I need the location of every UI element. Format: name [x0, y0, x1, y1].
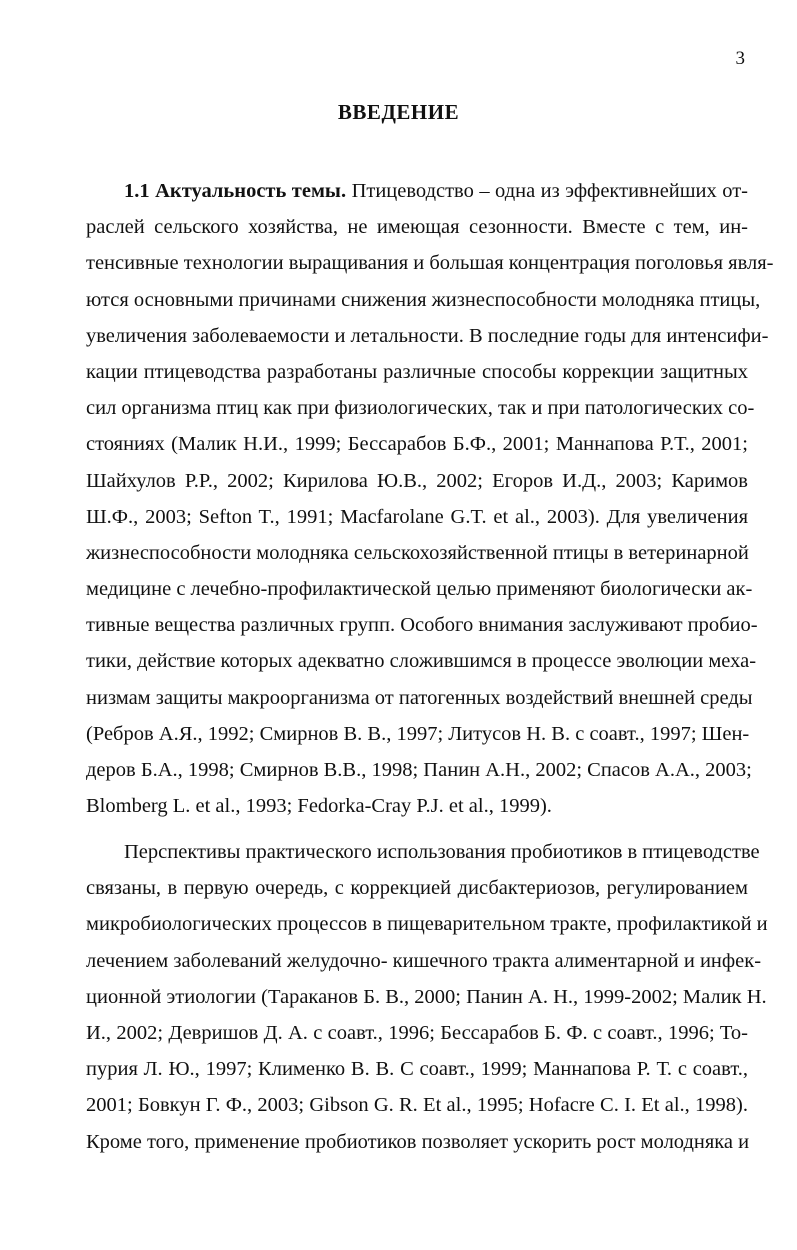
text-line: ются основными причинами снижения жизнеспособности молодняка птицы, [86, 288, 761, 311]
text-line: низмам защиты макроорганизма от патогенных воздействий внешней среды [86, 686, 753, 709]
text-line: ционной этиологии (Тараканов Б. В., 2000; Панин А. Н., 1999-2002; Малик Н. [86, 985, 767, 1008]
text-line: микробиологических процессов в пищеварительном тракте, профилактикой и [86, 913, 768, 936]
text-line: медицине с лечебно-профилактической целью применяют биологически ак- [86, 578, 753, 601]
text-line: тики, действие которых адекватно сложившимся в процессе эволюции меха- [86, 650, 757, 673]
text-line: Шайхулов Р.Р., 2002; Кирилова Ю.В., 2002; Егоров И.Д., 2003; Каримов [86, 469, 748, 492]
page-number: 3 [735, 48, 745, 69]
text-line: лечением заболеваний желудочно- кишечного тракта алиментарной и инфек- [86, 949, 762, 972]
text-line: Перспективы практического использования пробиотиков в птицеводстве [124, 841, 760, 863]
text-line: Кроме того, применение пробиотиков позволяет ускорить рост молодняка и [86, 1130, 750, 1153]
text-line: стояниях (Малик Н.И., 1999; Бессарабов Б.Ф., 2001; Маннапова Р.Т., 2001; [86, 433, 748, 456]
text-line: 1.1 Актуальность темы. Птицеводство – одна из эффективнейших от- [124, 180, 749, 202]
paragraph-prospects [86, 834, 768, 1160]
text-line: сил организма птиц как при физиологических, так и при патологических со- [86, 397, 755, 420]
section-heading: 1.1 Актуальность темы. [124, 180, 347, 202]
text-line: 2001; Бовкун Г. Ф., 2003; Gibson G. R. Et al., 1995; Hofacre C. I. Et al., 1998). [86, 1094, 748, 1117]
text-line: Ш.Ф., 2003; Sefton T., 1991; Macfarolane G.T. et al., 2003). Для увеличения [86, 505, 748, 528]
text-line: И., 2002; Девришов Д. А. с соавт., 1996; Бессарабов Б. Ф. с соавт., 1996; То- [86, 1021, 748, 1044]
text-line: кации птицеводства разработаны различные способы коррекции защитных [86, 360, 748, 383]
text-line: Blomberg L. et al., 1993; Fedorka-Cray P.J. et al., 1999). [86, 795, 552, 818]
text-line: раслей сельского хозяйства, не имеющая сезонности. Вместе с тем, ин- [86, 216, 748, 239]
paragraph-relevance [86, 173, 774, 824]
text-line: тивные вещества различных групп. Особого внимания заслуживают пробио- [86, 614, 758, 637]
page-title: ВВЕДЕНИЕ [337, 100, 460, 124]
text-line: (Ребров А.Я., 1992; Смирнов В. В., 1997; Литусов Н. В. с соавт., 1997; Шен- [86, 722, 750, 745]
text-line: тенсивные технологии выращивания и большая концентрация поголовья явля- [86, 252, 774, 275]
text-line: связаны, в первую очередь, с коррекцией дисбактериозов, регулированием [86, 877, 748, 900]
text-line: жизнеспособности молодняка сельскохозяйственной птицы в ветеринарной [86, 541, 749, 564]
text-line: пурия Л. Ю., 1997; Клименко В. В. С соавт., 1999; Маннапова Р. Т. с соавт., [86, 1058, 748, 1081]
text-line: деров Б.А., 1998; Смирнов В.В., 1998; Панин А.Н., 2002; Спасов А.А., 2003; [86, 759, 752, 781]
text-line: увеличения заболеваемости и летальности. В последние годы для интенсифи- [86, 324, 769, 347]
